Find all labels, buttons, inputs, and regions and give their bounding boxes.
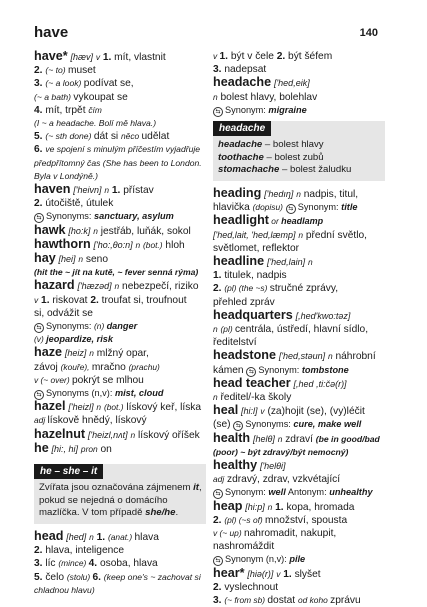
sense-text: lískový oříšek [138, 429, 200, 441]
sense-text: ředitel/-ka školy [220, 392, 292, 404]
part-of-speech: pron [80, 443, 98, 454]
label: (dopisu) [252, 202, 283, 213]
antonym-label: Antonym: [285, 487, 330, 498]
label: adj [34, 415, 48, 426]
page-number: 140 [359, 27, 378, 39]
pronunciation: [hiə(r)] [247, 568, 274, 579]
part-of-speech: n [114, 281, 120, 292]
pronunciation: ['helθi] [259, 461, 286, 472]
sense-text: ředitelství [213, 337, 257, 349]
pronunciation: [hi:, hi] [51, 443, 79, 454]
sense-number: 2. [90, 294, 102, 306]
synonym-words: danger [106, 321, 138, 332]
headword: head teacher [213, 375, 291, 390]
part-of-speech: n [267, 501, 273, 512]
sense-text: osoba, hlava [99, 558, 158, 570]
part-of-speech: n [89, 348, 94, 359]
sense-number: 2. [276, 51, 289, 62]
sense-line [213, 91, 385, 104]
label: (pl) (the ~s) [224, 283, 270, 294]
sense-text: dát si [93, 131, 122, 143]
entry-have [34, 50, 206, 64]
sense-line [34, 571, 206, 584]
sense-number: 4. [34, 104, 46, 116]
pronunciation: ['heizl,nʌt] [87, 429, 128, 440]
box-text: , pokud se nejedná o domácího mazlíčka. V tom případě [39, 482, 202, 519]
part-of-speech: n [135, 239, 141, 250]
label: (stolu) [66, 571, 93, 582]
sense-text: nadpis, titul, [303, 189, 359, 200]
sense-line [34, 104, 206, 117]
pronunciation: [,hed ,ti:čə(r)] [293, 378, 347, 389]
pronunciation: [helθ] [252, 433, 275, 444]
box-emphasis: it [193, 482, 199, 494]
sense-text: zdravý, zdrav, vzkvétající [227, 474, 341, 486]
synonym-label: Synonym: [225, 104, 269, 115]
sense-text: lískový keř, líska [126, 402, 202, 414]
sense-number: 1. [41, 294, 53, 306]
example: (be in good/bad [315, 433, 380, 444]
part-of-speech: v [213, 51, 220, 61]
synonym-words: well [268, 487, 286, 498]
example: (poor) ~ být zdravý/být nemocný) [213, 446, 349, 457]
headword: heal [213, 403, 239, 418]
box-row [218, 152, 381, 165]
sense-number: 1. [102, 52, 115, 63]
sense-text: mlžný opar, [96, 348, 149, 360]
part-of-speech: n [277, 433, 283, 444]
entry-hazel [34, 400, 206, 414]
box-title: headache [213, 121, 271, 136]
sense-text: líc [45, 558, 59, 570]
sense-text: přehled zpráv [213, 296, 275, 308]
sense-text: vykoupat se [73, 91, 128, 103]
sense-text: mít, trpět [45, 104, 89, 116]
sense-number: 2. [34, 545, 46, 557]
sense-text: slyšet [294, 568, 321, 580]
antonym-words: unhealthy [329, 487, 373, 498]
entry-hazelnut [34, 428, 206, 442]
label: (n) [94, 321, 107, 332]
pronunciation: [hei] [58, 254, 76, 265]
synonyms [213, 104, 385, 117]
sense-text: kámen [213, 364, 244, 376]
sense-number: 6. [34, 144, 46, 156]
sense-number: 2. [213, 514, 225, 526]
sense-text: hlava [134, 532, 159, 544]
part-of-speech: n [130, 429, 136, 440]
usage-line [34, 157, 206, 170]
sense-text: si, odvážit se [34, 307, 93, 319]
synonym-label: Synonyms: [46, 321, 94, 332]
entry-headache [213, 76, 385, 90]
usage-box-he-she-it [34, 464, 206, 524]
synonym-icon: ⇆ [213, 556, 223, 566]
phrase: (~ a look) [45, 78, 84, 89]
synonym-label: Synonym: [297, 202, 342, 213]
usage-box-headache [213, 121, 385, 181]
sense-text: centrála, ústředí, hlavní sídlo, [234, 324, 369, 336]
synonym-words: mist, cloud [114, 388, 164, 399]
headword: hazel [34, 399, 66, 414]
headword: have* [34, 49, 68, 63]
sense-text: hloh [165, 239, 185, 251]
label: (~ from sb) [224, 595, 268, 606]
box-title: he – she – it [34, 464, 103, 479]
headword: hazelnut [34, 426, 86, 441]
synonyms [34, 320, 206, 333]
sense-number: 1. [111, 185, 124, 197]
sense-line [34, 557, 206, 570]
pronunciation: [ho:k] [68, 225, 91, 236]
headword: haven [34, 182, 71, 197]
box-emphasis: stomachache [218, 164, 280, 176]
sense-line [213, 282, 385, 295]
sense-text: (se) [213, 419, 231, 431]
synonym-label: Synonyms: [245, 419, 294, 430]
entry-heal [213, 404, 385, 418]
entry-health [213, 432, 385, 446]
pronunciation: [hæv] [70, 52, 93, 62]
sense-line [213, 527, 385, 540]
box-text: – bolest hlavy [262, 139, 324, 151]
sense-line [34, 361, 206, 374]
sense-number: 3. [34, 558, 46, 570]
sense-line [34, 544, 206, 557]
sense-text: nebezpečí, riziko [122, 281, 199, 293]
box-body [213, 136, 385, 181]
sense-text: troufat si, troufnout [101, 294, 187, 306]
example-line [34, 584, 206, 597]
pronunciation: [hi:l] [241, 406, 258, 417]
right-column [213, 50, 385, 607]
synonym-words: tombstone [301, 364, 349, 375]
part-of-speech: n [104, 185, 110, 196]
pronunciation: ['hed,lain] [266, 257, 306, 268]
part-of-speech: v [95, 52, 100, 62]
sense-number: 1. [275, 501, 287, 513]
synonym-label: Synonym (n,v): [225, 554, 290, 565]
usage-note: ve spojení s minulým příčestím vyjadřuje [45, 144, 201, 155]
sense-number: 6. [92, 571, 104, 583]
label: (mince) [58, 558, 89, 569]
sense-number: 2. [34, 65, 46, 77]
sense-text: závoj [34, 361, 61, 373]
sense-text: seno [85, 254, 109, 266]
sense-text: pokrýt se mlhou [71, 374, 144, 386]
pronunciation: [,hed'kwo:təz] [295, 310, 351, 321]
headword-variant: headlamp [281, 216, 324, 227]
sense-text: mít, vlastnit [114, 52, 166, 63]
label: něco [121, 131, 142, 142]
sense-text: riskovat [52, 294, 88, 306]
phrase: (~ to) [45, 65, 69, 76]
headword: headlight [213, 213, 269, 228]
entry-hawk [34, 224, 206, 238]
label: (v) [34, 334, 47, 345]
sense-line [34, 374, 206, 387]
entry-head [34, 530, 206, 544]
sense-text: nashromáždit [213, 541, 275, 553]
entry-haven [34, 183, 206, 197]
label: (pl) [220, 324, 235, 335]
box-text: Zvířata jsou označována zájmenem [39, 482, 194, 494]
headword: headquarters [213, 307, 293, 322]
label: v (~ up) [213, 528, 244, 539]
sense-text: nahromadit, nakupit, [243, 528, 337, 540]
phrase: (~ a bath) [34, 91, 74, 102]
synonym-icon: ⇆ [34, 390, 44, 400]
pronunciation: ['hæzəd] [77, 281, 112, 292]
sense-text: čelo [45, 571, 67, 583]
sense-number: 2. [34, 198, 46, 210]
sense-text: udělat [141, 131, 170, 143]
example-line [34, 117, 206, 130]
label: (kouře), [60, 361, 92, 372]
pronunciation: [hed] [66, 532, 87, 543]
synonym-label: Synonym: [258, 364, 302, 375]
sense-text: světlomet, reflektor [213, 242, 300, 254]
sense-text: dostat [267, 595, 298, 607]
sense-number: 4. [88, 558, 100, 570]
sense-line [213, 581, 385, 594]
pronunciation: ['heizl] [68, 402, 94, 413]
sense-text: hlava, inteligence [45, 545, 125, 557]
sense-line [34, 294, 206, 307]
label: or [268, 216, 282, 227]
sense-line [213, 594, 385, 607]
box-text: – bolest zubů [263, 151, 324, 163]
box-body [34, 479, 206, 524]
part-of-speech: n [308, 257, 313, 268]
sense-text: muset [68, 65, 96, 77]
synonym-words: pile [289, 554, 306, 565]
sense-text: zdraví [285, 433, 316, 445]
entry-headline [213, 255, 385, 269]
label: (bot.) [103, 402, 124, 413]
running-head: have [34, 24, 69, 41]
part-of-speech: v [276, 568, 281, 579]
label: (bot.) [143, 239, 163, 250]
synonym-words: title [341, 202, 358, 213]
pronunciation: ['heivn] [73, 185, 102, 196]
part-of-speech: n [213, 392, 218, 403]
box-emphasis: headache [218, 139, 263, 151]
headword: healthy [213, 458, 258, 473]
entry-heading [213, 187, 385, 201]
entry-heap [213, 500, 385, 514]
box-text: – bolest žaludku [279, 164, 352, 176]
entry-hear [213, 567, 385, 581]
sense-text: mračno [91, 361, 129, 373]
part-of-speech: n [93, 225, 98, 236]
pronunciation: ['hed,eik] [273, 78, 310, 89]
sense-text: náhrobní [335, 351, 376, 363]
sense-text: titulek, nadpis [224, 270, 287, 282]
part-of-speech: n [89, 532, 94, 543]
entry-he [34, 442, 206, 456]
box-row [218, 139, 381, 152]
sense-line [213, 229, 385, 242]
sense-text: být šéfem [288, 51, 333, 62]
headword: health [213, 430, 251, 445]
box-emphasis: she/he [145, 507, 176, 519]
headword: he [34, 440, 49, 455]
synonym-icon: ⇆ [246, 367, 256, 377]
headword: hawk [34, 222, 66, 237]
sense-line [34, 197, 206, 210]
synonym-words: jeopardize, risk [46, 334, 113, 345]
example: (hit the ~ jít na kutě, ~ fever senná rýma) [34, 267, 199, 278]
synonym-label: Synonyms (n,v): [46, 388, 115, 399]
sense-number: 2. [213, 283, 225, 295]
sense-text: stručné zprávy, [269, 283, 339, 295]
box-row [218, 164, 381, 177]
sense-text: přístav [123, 185, 154, 197]
entry-headstone [213, 349, 385, 363]
headword: hawthorn [34, 236, 91, 251]
sense-line [34, 307, 206, 320]
sense-text: kopa, hromada [286, 501, 355, 513]
headword: haze [34, 345, 62, 360]
entry-hawthorn [34, 238, 206, 252]
headword: headline [213, 254, 265, 269]
sense-line [34, 130, 206, 143]
synonym-icon: ⇆ [213, 107, 223, 117]
part-of-speech: n [298, 229, 303, 240]
sense-text: zprávu [330, 595, 361, 607]
example: (keep one's ~ zachovat si [103, 571, 201, 582]
part-of-speech: n [327, 351, 333, 362]
headword: hear* [213, 565, 245, 580]
headword: head [34, 529, 64, 544]
usage-note: předpřítomný čas (She has been to London. [34, 157, 202, 168]
pronunciation: ['hed,stəun] [278, 351, 326, 362]
sense-text: on [100, 443, 112, 455]
sense-text: (za)hojit (se), (vy)léčit [267, 406, 365, 418]
synonym-words: migraine [268, 104, 307, 115]
sense-number: 1. [219, 51, 231, 62]
pronunciation: [hi:p] [245, 501, 265, 512]
sense-text: množství, spousta [265, 514, 348, 526]
example: chladnou hlavu) [34, 584, 95, 595]
sense-line [213, 269, 385, 282]
label: (prachu) [128, 361, 160, 372]
label: (anat.) [107, 532, 135, 543]
part-of-speech: n [78, 254, 84, 265]
sense-number: 3. [213, 64, 225, 76]
sense-number: 2. [213, 581, 225, 593]
sense-text: nadepsat [224, 64, 267, 76]
part-of-speech: n [213, 324, 218, 335]
phrase: (~ sth done) [45, 131, 94, 142]
headword: heading [213, 186, 262, 200]
sense-line [213, 514, 385, 527]
entry-haze [34, 346, 206, 360]
sense-number: 1. [96, 532, 108, 544]
pronunciation: ['hedıŋ] [264, 189, 294, 199]
sense-line [34, 64, 206, 77]
sense-line [34, 143, 206, 156]
sense-line [213, 323, 385, 336]
sense-number: 1. [283, 568, 295, 580]
synonym-icon: ⇆ [213, 489, 223, 499]
headword: hazard [34, 278, 75, 293]
headword: headache [213, 75, 272, 90]
entry-headquarters [213, 309, 385, 323]
sense-line [213, 540, 385, 553]
pronunciation: ['ho:,θo:n] [93, 239, 133, 250]
sense-number: 5. [34, 131, 46, 143]
synonym-words: cure, make well [293, 419, 362, 430]
sense-line [34, 91, 206, 104]
sense-text: lískově hnědý, lískový [47, 415, 147, 427]
synonym-label: Synonyms: [46, 211, 94, 222]
entry-head-teacher [213, 377, 385, 391]
sense-number: 3. [213, 595, 225, 607]
synonym-icon: ⇆ [34, 213, 44, 223]
synonym-icon: ⇆ [233, 421, 243, 431]
entry-head-continued [213, 50, 385, 63]
left-column [34, 50, 206, 597]
usage-note: Byla v Londýně.) [34, 170, 99, 181]
sense-line [34, 77, 206, 90]
part-of-speech: n [213, 91, 218, 102]
label: od koho [297, 595, 331, 606]
part-of-speech: adj [213, 474, 225, 485]
headword: headstone [213, 348, 276, 363]
sense-text: hlavička [213, 202, 253, 214]
example: (I ~ a headache. Bolí mě hlava.) [34, 118, 157, 129]
synonym-words: sanctuary, asylum [94, 211, 174, 222]
part-of-speech: n [96, 402, 102, 413]
label: v (~ over) [34, 374, 72, 385]
headword: hay [34, 251, 56, 266]
sense-text: vyslechnout [224, 581, 279, 593]
sense-number: 1. [213, 270, 225, 282]
sense-number: 5. [34, 571, 46, 583]
pronunciation: [heiz] [64, 348, 87, 359]
label: čím [88, 104, 102, 115]
sense-line [213, 391, 385, 404]
sense-text: jestřáb, luňák, sokol [100, 225, 191, 237]
sense-number: 3. [34, 78, 46, 90]
box-emphasis: toothache [218, 151, 264, 163]
sense-text: být v čele [230, 51, 277, 62]
sense-text: bolest hlavy, bolehlav [220, 91, 318, 103]
synonym-icon: ⇆ [286, 204, 296, 214]
part-of-speech: v [260, 406, 265, 417]
sense-text: přední světlo, [305, 229, 368, 241]
synonym-label: Synonym: [225, 487, 269, 498]
sense-text: útočiště, útulek [45, 198, 114, 210]
pronunciation: ['hed,lait, 'hed,læmp] [213, 229, 296, 240]
label: (pl) (~s of) [224, 514, 266, 525]
entry-hazard [34, 279, 206, 293]
sense-text: podívat se, [83, 78, 134, 90]
entry-healthy [213, 459, 385, 473]
entry-headlight [213, 214, 385, 228]
part-of-speech: v [34, 294, 39, 305]
headword: heap [213, 498, 243, 513]
part-of-speech: n [296, 189, 301, 199]
box-text: . [175, 507, 179, 519]
entry-hay [34, 252, 206, 266]
sense-line [213, 473, 385, 486]
synonym-icon: ⇆ [34, 323, 44, 333]
